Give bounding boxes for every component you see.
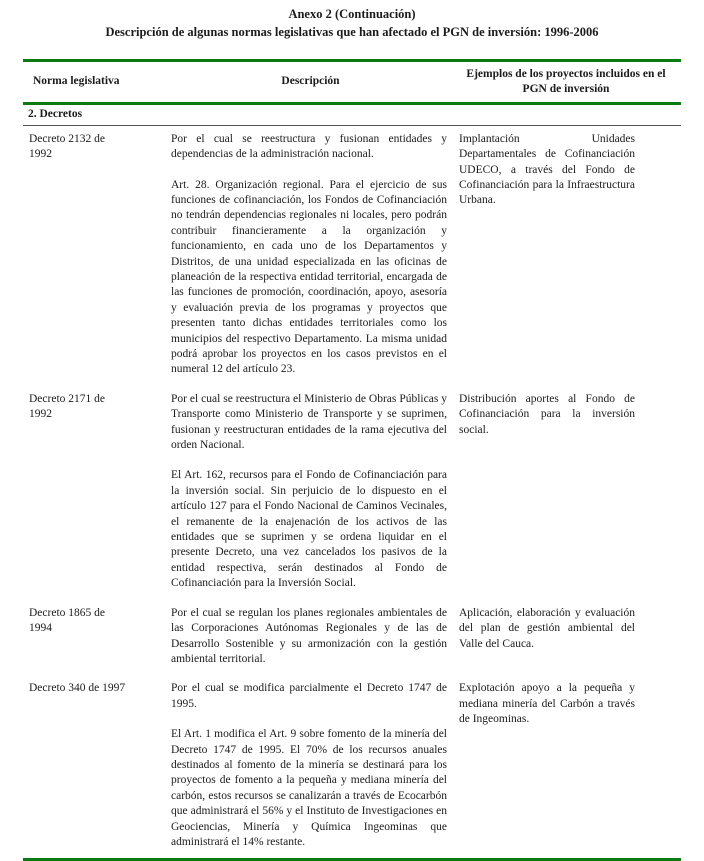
descripcion-cell: [170, 600, 451, 676]
table-header-row: [23, 60, 681, 104]
descripcion-paragraph: El Art. 1 modifica el Art. 9 sobre fomento de la minería del Decreto 1747 de 1995. El 70% de los recursos anuales destinados al fomento de la minería se destinará para los proyectos de fomento a la pequeña y mediana minería del carbón, estos recursos se canalizarán a través de Ecocarbón que administrará el 56% y el Instituto de Investigaciones en Geociencias, Minería y Química Ingeominas que administrará el 14% restante.: [171, 727, 447, 850]
table-row: [23, 386, 681, 600]
ejemplos-cell: Distribución aportes al Fondo de Cofinanciación para la inversión social.: [451, 386, 681, 600]
section-label: 2. Decretos: [23, 104, 681, 125]
descripcion-cell: [170, 125, 451, 386]
descripcion-paragraph: El Art. 162, recursos para el Fondo de Cofinanciación para la inversión social. Sin perjuicio de lo dispuesto en el artículo 127 para el Fondo Nacional de Caminos Vecinales, el remanente de la enajenación de los activos de las entidades que se suprimen y se ordena liquidar en el presente Decreto, una vez cancelados los pasivos de la entidad respectiva, serán destinados al Fondo de Cofinanciación para la Inversión Social.: [171, 468, 447, 591]
table-row: [23, 125, 681, 386]
norma-cell: Decreto 2171 de 1992: [23, 386, 170, 600]
norma-cell: Decreto 2132 de 1992: [23, 125, 170, 386]
descripcion-paragraph: Por el cual se reestructura el Ministerio de Obras Públicas y Transporte como Ministerio de Transporte y se suprimen, fusionan y reestructuran entidades de la rama ejecutiva del orden Nacional.: [171, 392, 447, 454]
page-title: Anexo 2 (Continuación): [0, 6, 704, 22]
descripcion-paragraph: Por el cual se modifica parcialmente el Decreto 1747 de 1995.: [171, 681, 447, 712]
section-row-decretos: [23, 104, 681, 125]
page-subtitle: Descripción de algunas normas legislativas que han afectado el PGN de inversión: 1996-2006: [0, 24, 704, 40]
column-header-norma: Norma legislativa: [23, 60, 170, 104]
descripcion-paragraph: Por el cual se reestructura y fusionan entidades y dependencias de la administración nacional.: [171, 132, 447, 163]
descripcion-cell: [170, 675, 451, 860]
ejemplos-cell: Aplicación, elaboración y evaluación del plan de gestión ambiental del Valle del Cauca.: [451, 600, 681, 676]
column-header-ejemplos: Ejemplos de los proyectos incluidos en el PGN de inversión: [451, 60, 681, 104]
descripcion-cell: [170, 386, 451, 600]
table-row: [23, 600, 681, 676]
norma-cell: Decreto 1865 de 1994: [23, 600, 170, 676]
normas-table: [23, 59, 681, 861]
norma-cell: Decreto 340 de 1997: [23, 675, 170, 860]
table-row: [23, 675, 681, 860]
ejemplos-cell: Explotación apoyo a la pequeña y mediana minería del Carbón a través de Ingeominas.: [451, 675, 681, 860]
descripcion-paragraph: Por el cual se regulan los planes regionales ambientales de las Corporaciones Autónomas Regionales y de las de Desarrollo Sostenible y su armonización con la gestión ambiental territorial.: [171, 606, 447, 668]
column-header-descripcion: Descripción: [170, 60, 451, 104]
ejemplos-cell: Implantación Unidades Departamentales de Cofinanciación UDECO, a través del Fondo de Cofinanciación para la Infraestructura Urbana.: [451, 125, 681, 386]
descripcion-paragraph: Art. 28. Organización regional. Para el ejercicio de sus funciones de cofinanciación, los Fondos de Cofinanciación no tendrán dependencias regionales ni locales, pero podrán contribuir financieramente a la organización y funcionamiento, en cada uno de los Departamentos y Distritos, de una unidad especializada en las oficinas de planeación de la respectiva entidad territorial, encargada de las funciones de promoción, coordinación, apoyo, asesoría y evaluación previa de los programas y proyectos que presenten tanto dichas entidades territoriales como los municipios del respectivo Departamento. La misma unidad podrá aprobar los proyectos en los casos previstos en el numeral 12 del artículo 23.: [171, 178, 447, 378]
